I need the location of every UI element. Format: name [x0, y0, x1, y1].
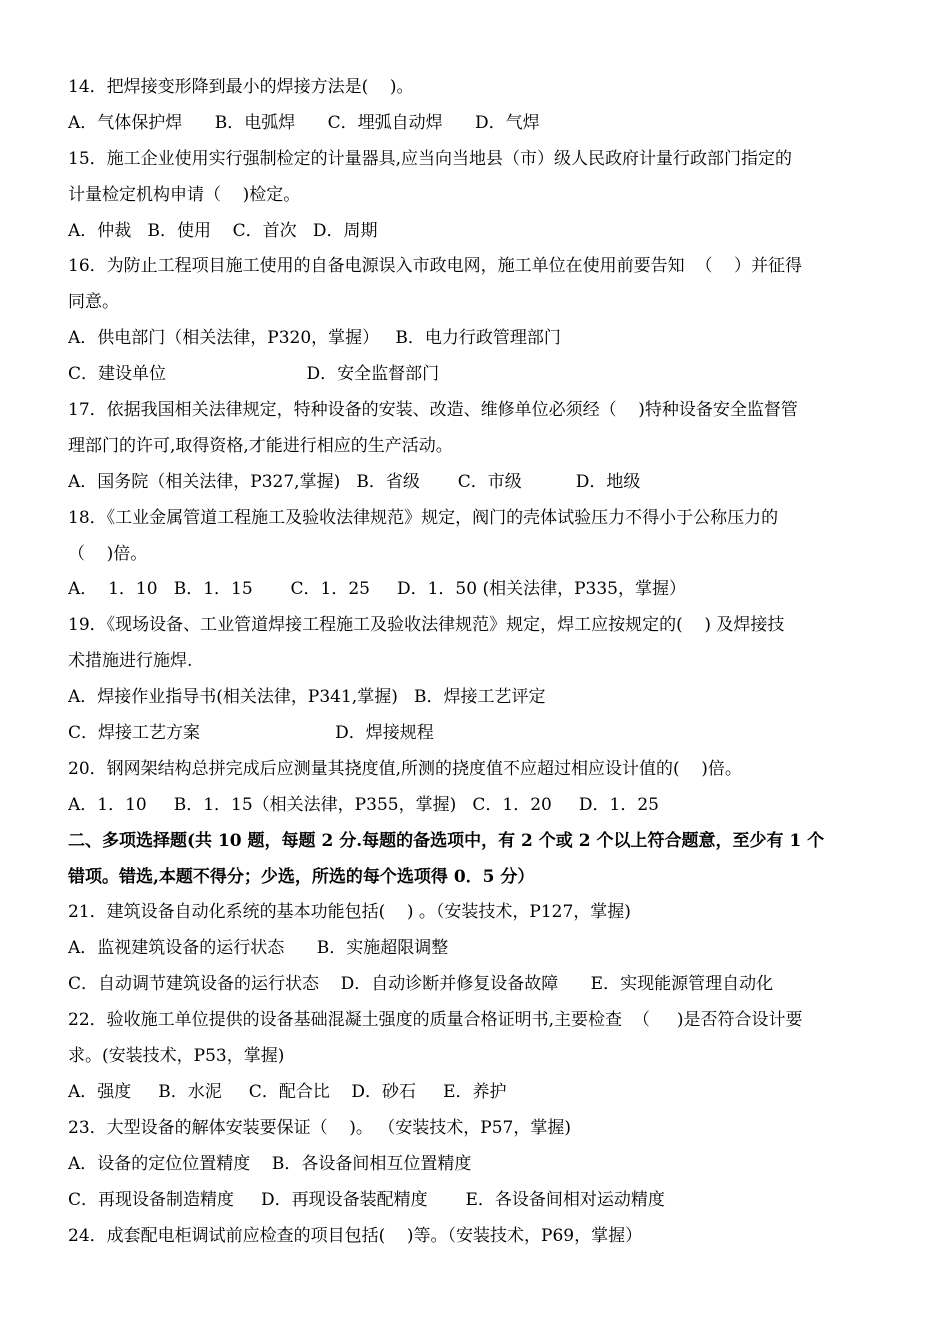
text-line: A．设备的定位位置精度 B．各设备间相互位置精度 — [68, 1153, 472, 1174]
text-line: A．供电部门（相关法律，P320，掌握） B．电力行政管理部门 — [68, 328, 561, 349]
text-line: A．监视建筑设备的运行状态 B．实施超限调整 — [68, 938, 449, 959]
section-heading-line: 错项。错选,本题不得分；少选，所选的每个选项得 0．5 分） — [68, 866, 535, 887]
text-line: A．1．10 B．1．15（相关法律，P355，掌握) C．1．20 D．1．25 — [68, 794, 659, 815]
text-line: A．强度 B．水泥 C．配合比 D．砂石 E．养护 — [68, 1081, 507, 1102]
text-line: C．再现设备制造精度 D．再现设备装配精度 E．各设备间相对运动精度 — [68, 1189, 665, 1210]
text-line: 22．验收施工单位提供的设备基础混凝土强度的质量合格证明书,主要检查 （ )是否符合设计要 — [68, 1010, 803, 1031]
text-line: （ )倍。 — [68, 543, 148, 564]
text-line: 18．《工业金属管道工程施工及验收法律规范》规定，阀门的壳体试验压力不得小于公称压力的 — [68, 507, 779, 528]
text-line: 理部门的许可,取得资格,才能进行相应的生产活动。 — [68, 435, 453, 456]
text-line: 17．依据我国相关法律规定，特种设备的安装、改造、维修单位必须经（ )特种设备安全监督管 — [68, 400, 798, 421]
text-line: 24．成套配电柜调试前应检查的项目包括( )等。（安装技术，P69，掌握） — [68, 1225, 643, 1246]
text-line: A．气体保护焊 B．电弧焊 C．埋弧自动焊 D．气焊 — [68, 112, 540, 133]
text-line: A．仲裁 B．使用 C．首次 D．周期 — [68, 220, 378, 241]
text-line: 23．大型设备的解体安装要保证（ )。 （安装技术，P57，掌握) — [68, 1117, 571, 1138]
text-line: C．建设单位 D．安全监督部门 — [68, 364, 440, 385]
text-line: 19．《现场设备、工业管道焊接工程施工及验收法律规范》规定，焊工应按规定的( ) 及焊接技 — [68, 615, 785, 636]
text-line: 同意。 — [68, 292, 119, 313]
text-line: 14．把焊接变形降到最小的焊接方法是( )。 — [68, 77, 414, 97]
text-line: 21．建筑设备自动化系统的基本功能包括( ) 。（安装技术，P127，掌握) — [68, 902, 631, 923]
text-line: 15．施工企业使用实行强制检定的计量器具,应当向当地县（市）级人民政府计量行政部门指定的 — [68, 148, 793, 169]
text-line: 16．为防止工程项目施工使用的自备电源误入市政电网，施工单位在使用前要告知 （ ）并征得 — [68, 256, 803, 277]
text-line: A． 1．10 B．1．15 C．1．25 D．1．50 (相关法律，P335，掌握） — [68, 579, 686, 600]
text-line: 术措施进行施焊. — [68, 651, 193, 672]
text-line: 计量检定机构申请（ )检定。 — [68, 184, 301, 205]
section-heading-line: 二、多项选择题(共 10 题，每题 2 分.每题的备选项中，有 2 个或 2 个以上符合题意，至少有 1 个 — [68, 830, 825, 851]
text-line: A．国务院（相关法律，P327,掌握) B．省级 C．市级 D．地级 — [68, 471, 641, 492]
text-line: 20．钢网架结构总拼完成后应测量其挠度值,所测的挠度值不应超过相应设计值的( )倍。 — [68, 758, 742, 779]
text-line: C．自动调节建筑设备的运行状态 D．自动诊断并修复设备故障 E．实现能源管理自动化 — [68, 974, 774, 995]
text-line: A．焊接作业指导书(相关法律，P341,掌握) B．焊接工艺评定 — [68, 687, 546, 708]
text-line: 求。(安装技术，P53，掌握) — [68, 1046, 285, 1067]
text-line: C．焊接工艺方案 D．焊接规程 — [68, 723, 434, 744]
